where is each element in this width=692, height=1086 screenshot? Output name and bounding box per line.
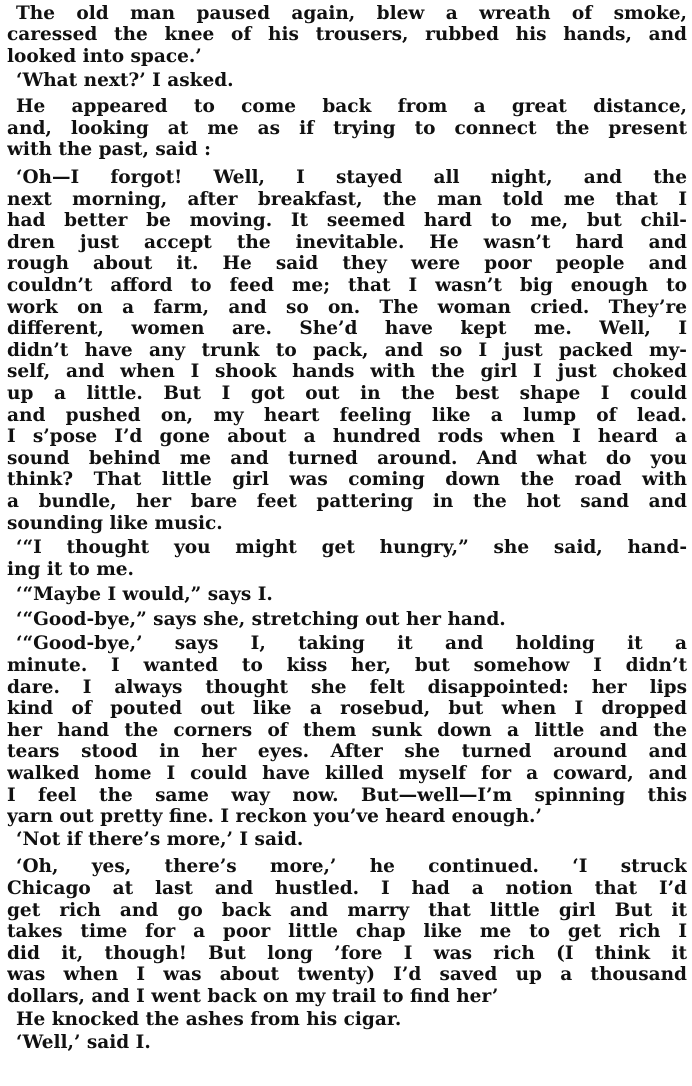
text-line: self, and when I shook hands with the girl I just choked	[7, 361, 687, 382]
text-line: up a little. But I got out in the best shape I could	[7, 383, 687, 404]
text-line: her hand the corners of them sunk down a little and the	[7, 720, 687, 741]
text-line: next morning, after breakfast, the man told me that I	[7, 189, 687, 210]
text-line: a bundle, her bare feet pattering in the hot sand and	[7, 491, 687, 512]
text-line: ‘“Maybe I would,” says I.	[16, 584, 273, 605]
text-line: walked home I could have killed myself for a coward, and	[7, 763, 687, 784]
text-line: minute. I wanted to kiss her, but somehow I didn’t	[7, 655, 687, 676]
text-line: different, women are. She’d have kept me. Well, I	[7, 318, 687, 339]
text-line: ‘“Good-bye,” says she, stretching out her hand.	[16, 609, 506, 630]
text-line: yarn out pretty fine. I reckon you’ve heard enough.’	[7, 806, 542, 827]
text-line: dollars, and I went back on my trail to find her’	[7, 986, 499, 1007]
text-line: ‘“I thought you might get hungry,” she said, hand-	[16, 537, 687, 558]
text-line: dren just accept the inevitable. He wasn’t hard and	[7, 232, 687, 253]
text-line: work on a farm, and so on. The woman cried. They’re	[7, 297, 687, 318]
text-line: rough about it. He said they were poor people and	[7, 253, 687, 274]
text-line: with the past, said :	[7, 139, 211, 160]
text-line: and pushed on, my heart feeling like a lump of lead.	[7, 405, 687, 426]
text-line: couldn’t afford to feed me; that I wasn’t big enough to	[7, 275, 687, 296]
text-line: get rich and go back and marry that little girl But it	[7, 900, 687, 921]
text-line: kind of pouted out like a rosebud, but when I dropped	[7, 698, 687, 719]
text-line: caressed the knee of his trousers, rubbed his hands, and	[7, 24, 687, 45]
text-line: sound behind me and turned around. And what do you	[7, 448, 687, 469]
text-line: He appeared to come back from a great distance,	[16, 96, 687, 117]
text-line: did it, though! But long ’fore I was rich (I think it	[7, 943, 687, 964]
text-line: think? That little girl was coming down the road with	[7, 469, 687, 490]
text-line: had better be moving. It seemed hard to me, but chil-	[7, 210, 687, 231]
text-line: ‘Oh, yes, there’s more,’ he continued. ‘I struck	[16, 856, 687, 877]
text-line: didn’t have any trunk to pack, and so I just packed my-	[7, 340, 687, 361]
text-line: and, looking at me as if trying to connect the present	[7, 118, 687, 139]
text-line: ing it to me.	[7, 559, 134, 580]
text-line: ‘Oh—I forgot! Well, I stayed all night, and the	[16, 167, 687, 188]
text-line: ‘“Good-bye,’ says I, taking it and holding it a	[16, 633, 687, 654]
text-line: I feel the same way now. But—well—I’m spinning this	[7, 785, 687, 806]
text-line: ‘What next?’ I asked.	[16, 70, 234, 91]
text-line: ‘Well,’ said I.	[16, 1032, 151, 1053]
text-line: takes time for a poor little chap like me to get rich I	[7, 921, 687, 942]
text-line: Chicago at last and hustled. I had a notion that I’d	[7, 878, 687, 899]
text-line: ‘Not if there’s more,’ I said.	[16, 829, 304, 850]
text-line: I s’pose I’d gone about a hundred rods when I heard a	[7, 426, 687, 447]
text-line: sounding like music.	[7, 513, 223, 534]
text-line: dare. I always thought she felt disappointed: her lips	[7, 677, 687, 698]
text-line: looked into space.’	[7, 46, 202, 67]
text-line: tears stood in her eyes. After she turned around and	[7, 741, 687, 762]
text-line: was when I was about twenty) I’d saved up a thousand	[7, 964, 687, 985]
text-line: The old man paused again, blew a wreath of smoke,	[16, 3, 687, 24]
text-line: He knocked the ashes from his cigar.	[16, 1009, 402, 1030]
